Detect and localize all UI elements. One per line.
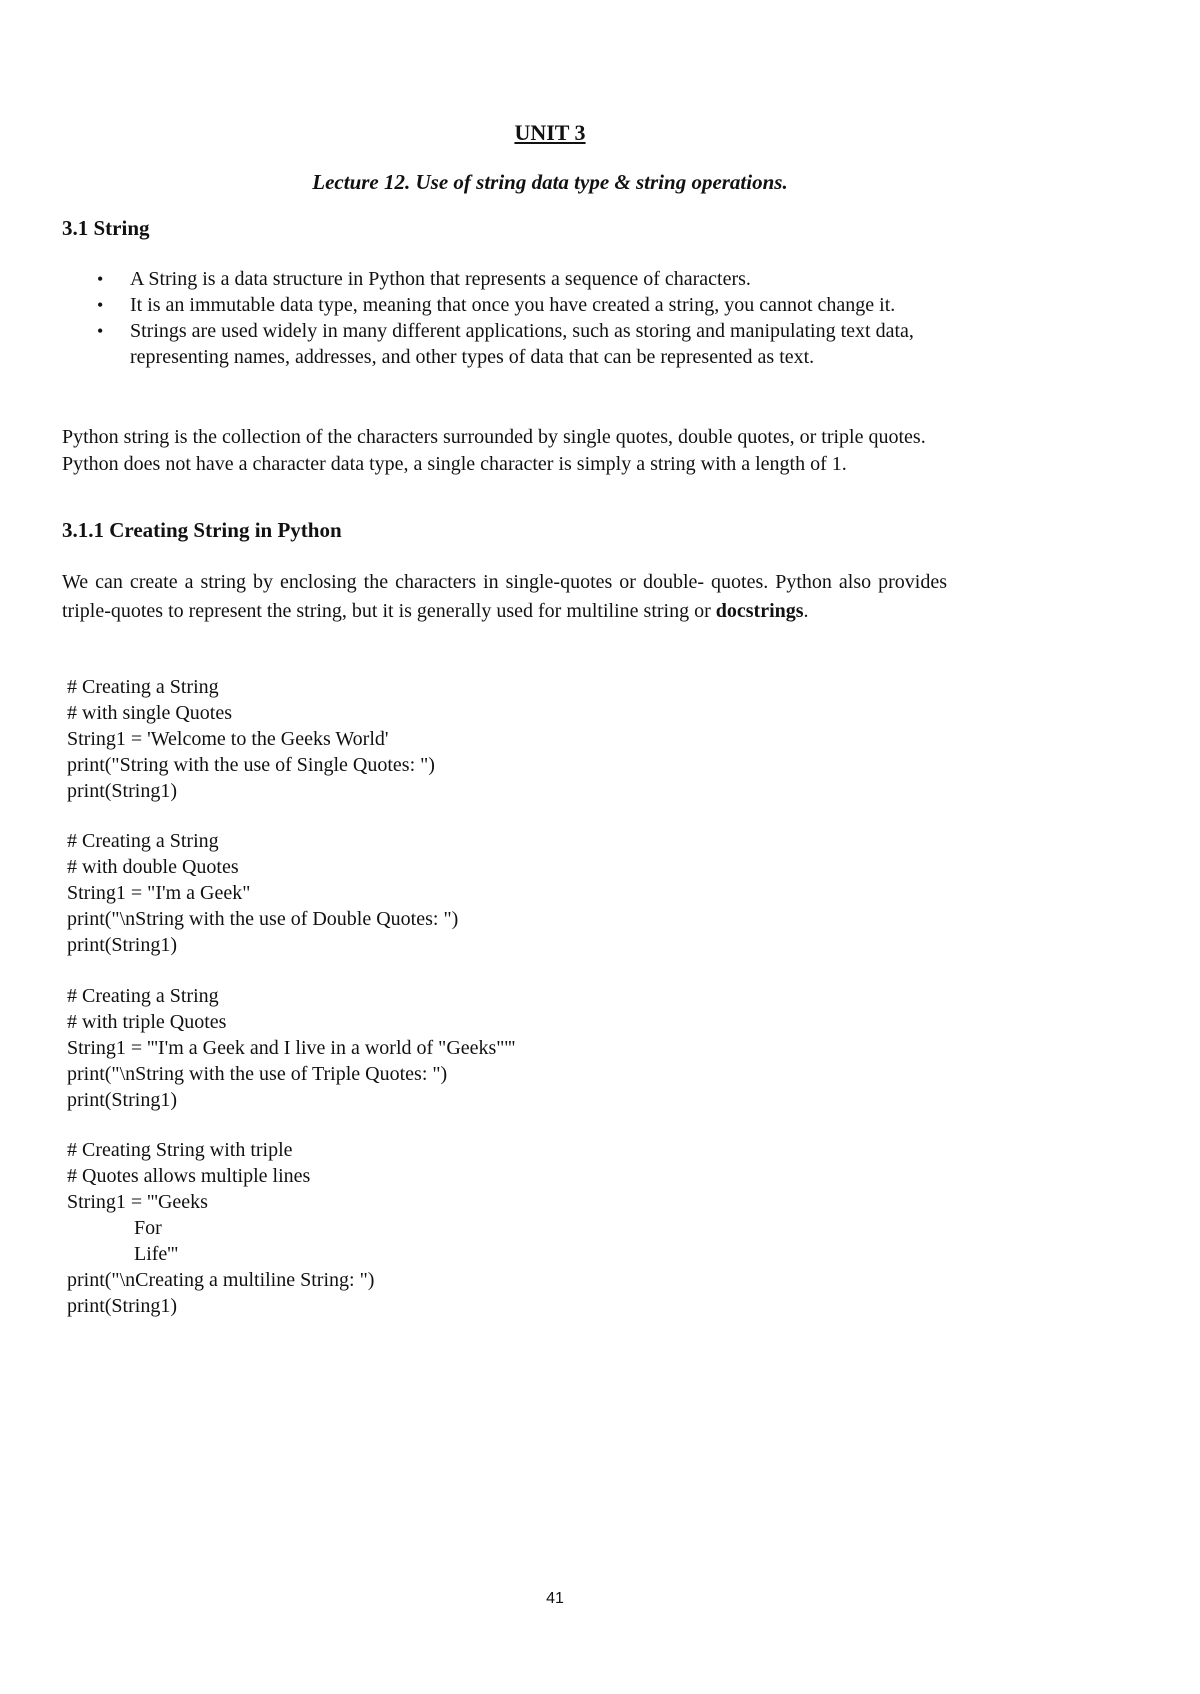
code-example-multiline [67,1137,374,1319]
code-line: print(String1) [67,1295,177,1317]
code-line: String1 = '''Geeks [67,1191,208,1213]
page-number: 41 [546,1590,564,1607]
bullet-text: It is an immutable data type, meaning that once you have created a string, you cannot change it. [130,294,896,316]
lecture-title: Lecture 12. Use of string data type & string operations. [312,170,788,194]
bullet-text: A String is a data structure in Python that represents a sequence of characters. [130,268,751,290]
string-definition-paragraph: Python string is the collection of the characters surrounded by single quotes, double quotes, or triple quotes. Python does not have a character data type, a single character is simply a string with a length of 1. [62,426,926,475]
creating-string-paragraph [62,568,947,626]
code-line: # Creating a String [67,830,219,852]
code-line: print(String1) [67,780,177,802]
bullet-item [97,318,930,370]
code-example-single-quotes [67,674,435,804]
docstrings-term: docstrings [715,600,804,622]
code-line: # with single Quotes [67,702,232,724]
code-line: String1 = '''I'm a Geek and I live in a world of "Geeks"''' [67,1037,516,1059]
code-line: print(String1) [67,1089,177,1111]
bullet-icon: • [97,269,104,289]
code-example-triple-quotes [67,983,515,1113]
code-line: Life''' [134,1243,179,1265]
bullet-icon: • [97,295,104,315]
section-heading-string: 3.1 String [62,216,150,240]
bullet-item [97,266,930,292]
unit-title: UNIT 3 [514,120,586,145]
code-line: print(String1) [67,934,177,956]
code-line: For [134,1217,162,1239]
paragraph-period: . [803,600,809,622]
code-line: # Creating a String [67,676,219,698]
code-example-double-quotes [67,828,458,958]
creating-string-text: We can create a string by enclosing the characters in single-quotes or double- quotes. Python also provides triple-quotes to represent the string, but it is generally used for multiline string or [62,571,947,622]
code-line: # Creating a String [67,985,219,1007]
bullet-item [97,292,930,318]
code-line: # with triple Quotes [67,1011,227,1033]
code-line: print("\nString with the use of Double Quotes: ") [67,908,459,930]
code-line: print("\nCreating a multiline String: ") [67,1269,375,1291]
code-line: String1 = "I'm a Geek" [67,882,251,904]
code-line: print("\nString with the use of Triple Quotes: ") [67,1063,448,1085]
string-bullet-list [97,266,930,370]
code-line: # Creating String with triple [67,1139,293,1161]
code-line: String1 = 'Welcome to the Geeks World' [67,728,389,750]
code-line: # Quotes allows multiple lines [67,1165,311,1187]
section-heading-creating-string: 3.1.1 Creating String in Python [62,518,342,542]
bullet-text: Strings are used widely in many different applications, such as storing and manipulating text data, representing names, addresses, and other types of data that can be represented as text. [130,320,914,368]
code-line: # with double Quotes [67,856,239,878]
code-line: print("String with the use of Single Quotes: ") [67,754,435,776]
bullet-icon: • [97,321,104,341]
